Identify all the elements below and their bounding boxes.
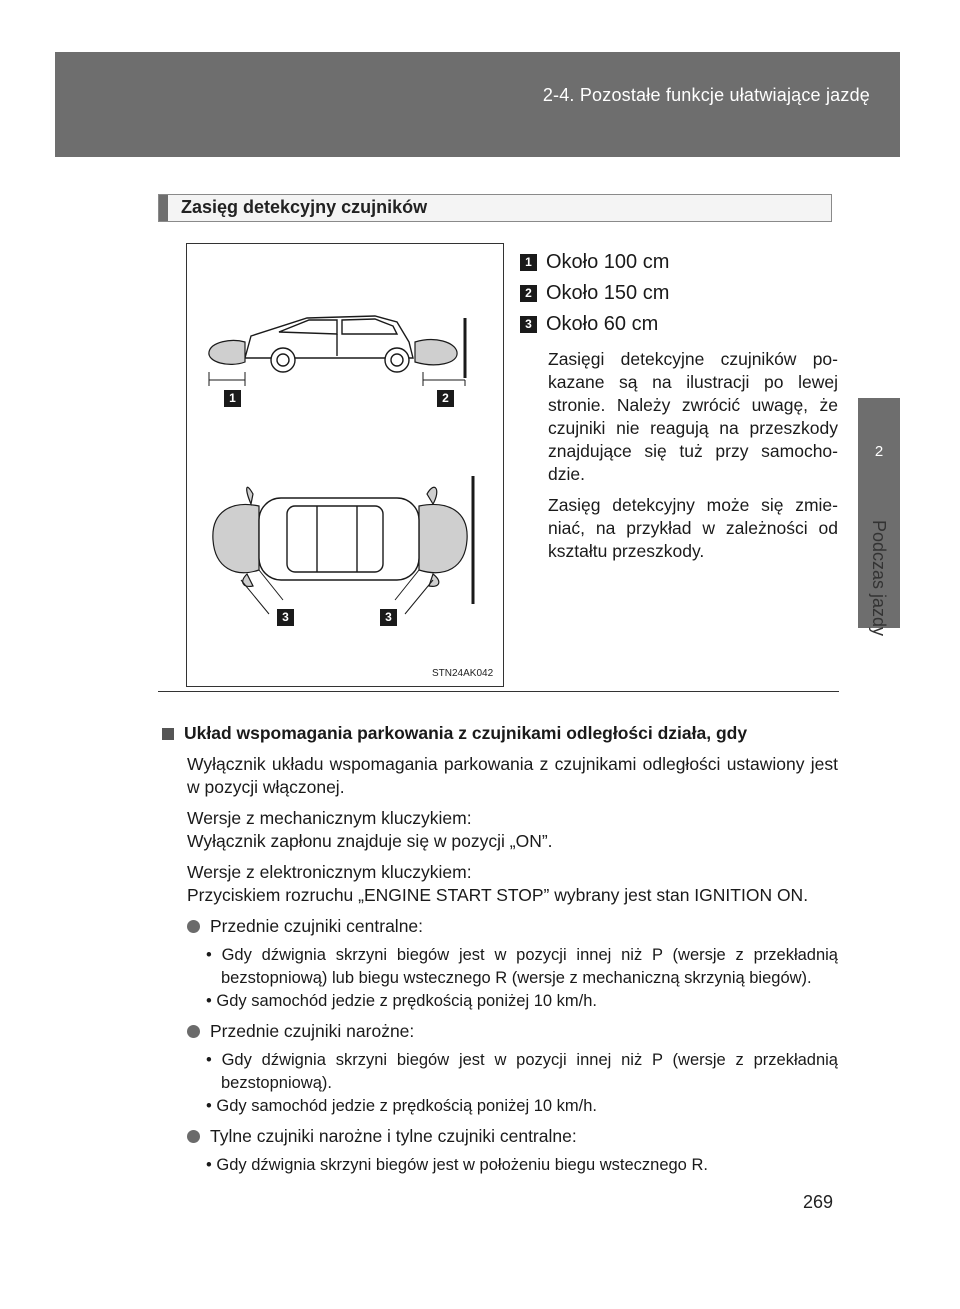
legend-text: Około 100 cm xyxy=(546,251,670,273)
front-center-heading xyxy=(187,915,838,938)
front-center-bullet-2: • Gdy samochód jedzie z prędkością poniżej 10 km/h. xyxy=(206,992,597,1010)
circle-bullet-icon xyxy=(187,1130,200,1143)
legend-note-1: Zasięgi detekcyjne czujników po-kazane są na ilustracji po lewej stronie. Należy zwrócić uwagę, że czujniki nie reagują na przeszkody znajdujące się tuż przy samocho-dzie. xyxy=(548,349,838,484)
mechanical-key-text: Wyłącznik zapłonu znajduje się w pozycji „ON”. xyxy=(187,831,553,851)
front-center-title: Przednie czujniki centralne: xyxy=(210,916,424,936)
front-corner-title: Przednie czujniki narożne: xyxy=(210,1021,415,1041)
front-corner-bullet-2: • Gdy samochód jedzie z prędkością poniżej 10 km/h. xyxy=(206,1097,597,1115)
legend-number: 2 xyxy=(520,285,537,302)
top-view-car xyxy=(259,498,419,580)
legend-notes xyxy=(548,348,838,571)
rear-bullet-1: • Gdy dźwignia skrzyni biegów jest w położeniu biegu wstecznego R. xyxy=(206,1156,708,1174)
paragraph-mechanical-key xyxy=(187,807,838,853)
side-tab-label: Podczas jazdy xyxy=(869,520,889,637)
legend-item-2 xyxy=(520,278,840,309)
page-number: 269 xyxy=(803,1192,834,1212)
legend-item-3 xyxy=(520,309,840,340)
figure-marker-2: 2 xyxy=(437,390,454,407)
legend-number: 1 xyxy=(520,254,537,271)
chapter-title: 2-4. Pozostałe funkcje ułatwiające jazdę xyxy=(542,85,870,105)
figure-marker-3-right: 3 xyxy=(380,609,397,626)
legend-text: Około 150 cm xyxy=(546,282,670,304)
conditions-heading xyxy=(162,722,838,745)
square-bullet-icon xyxy=(162,728,174,740)
header-band xyxy=(55,52,900,157)
main-content xyxy=(162,722,838,1184)
rear-heading xyxy=(187,1125,838,1148)
legend-note-2: Zasięg detekcyjny może się zmie-niać, na przykład w zależności od kształtu przeszkody. xyxy=(548,495,838,561)
smart-key-text: Przyciskiem rozruchu „ENGINE START STOP” wybrany jest stan IGNITION ON. xyxy=(187,885,809,905)
side-dimensions xyxy=(209,372,465,386)
mechanical-key-label: Wersje z mechanicznym kluczykiem: xyxy=(187,808,472,828)
divider xyxy=(158,691,839,692)
circle-bullet-icon xyxy=(187,920,200,933)
figure-marker-3-left: 3 xyxy=(277,609,294,626)
sensor-range-figure xyxy=(186,243,504,687)
paragraph-switch: Wyłącznik układu wspomagania parkowania z czujnikami odległości ustawiony jest w pozycji włączonej. xyxy=(187,754,838,797)
legend xyxy=(520,247,840,340)
section-title: Zasięg detekcyjny czujników xyxy=(181,197,428,217)
side-tab-number: 2 xyxy=(874,443,884,460)
front-corner-bullet-1: • Gdy dźwignia skrzyni biegów jest w pozycji innej niż P (wersje z przekładnią bezstopniową). xyxy=(206,1051,838,1092)
legend-item-1 xyxy=(520,247,840,278)
front-center-bullet-1: • Gdy dźwignia skrzyni biegów jest w pozycji innej niż P (wersje z przekładnią bezstopniową) lub biegu wstecznego R (wersje z mechaniczną skrzynią biegów). xyxy=(206,946,838,987)
conditions-heading-text: Układ wspomagania parkowania z czujnikami odległości działa, gdy xyxy=(184,723,748,743)
figure-code: STN24AK042 xyxy=(432,668,494,679)
front-corner-heading xyxy=(187,1020,838,1043)
figure-marker-1: 1 xyxy=(224,390,241,407)
paragraph-smart-key xyxy=(187,861,838,907)
sensor-range-diagram xyxy=(187,244,503,686)
legend-number: 3 xyxy=(520,316,537,333)
smart-key-label: Wersje z elektronicznym kluczykiem: xyxy=(187,862,472,882)
circle-bullet-icon xyxy=(187,1025,200,1038)
rear-title: Tylne czujniki narożne i tylne czujniki centralne: xyxy=(210,1126,577,1146)
heading-bar xyxy=(159,195,168,221)
side-view xyxy=(245,316,413,372)
section-heading xyxy=(158,194,832,222)
legend-text: Około 60 cm xyxy=(546,313,659,335)
